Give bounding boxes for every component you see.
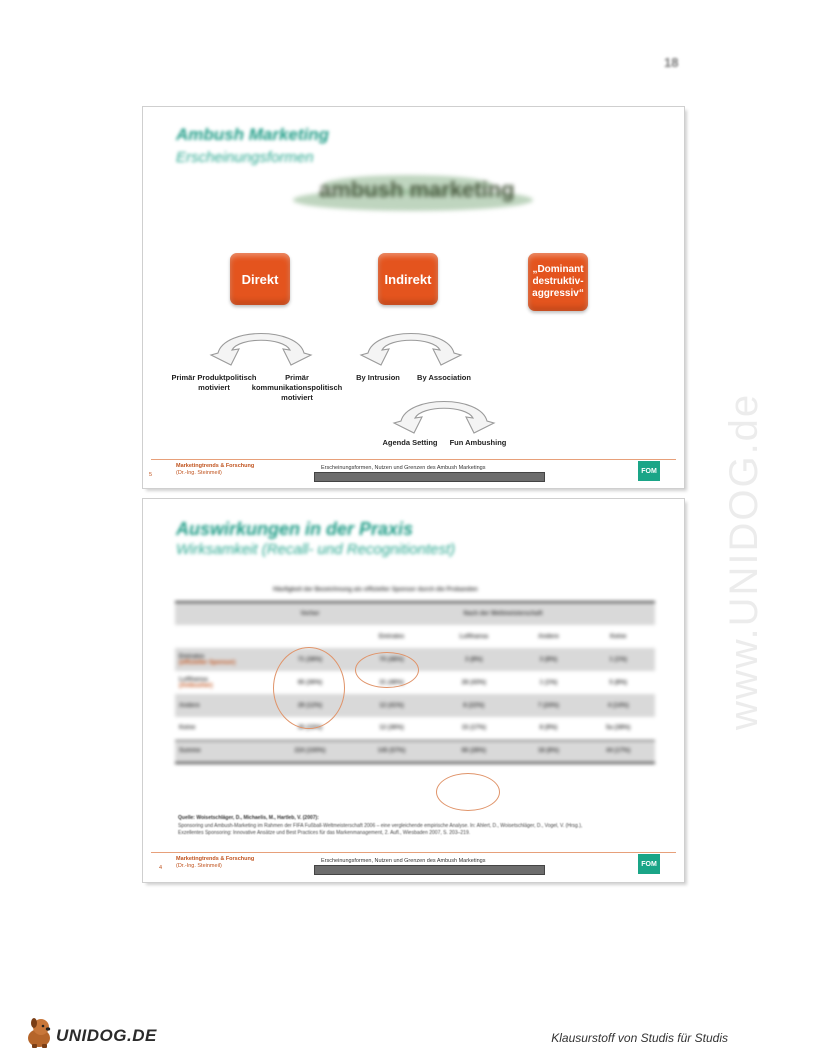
slide-auswirkungen: [143, 499, 684, 882]
label-primaer-kommunikationspolitisch: Primär kommunikationspolitisch motiviert: [251, 373, 343, 402]
slide-title: Ambush Marketing: [176, 125, 330, 144]
split-arrow-association: [388, 387, 500, 433]
tagline: Klausurstoff von Studis für Studis: [551, 1031, 728, 1045]
watermark: www.UNIDOG.de: [722, 392, 766, 730]
footer-slide-number: 5: [149, 472, 153, 478]
fom-logo: FOM: [638, 461, 660, 481]
col-group-nach-wm: Nach der Weltmeisterschaft: [351, 602, 655, 625]
label-primaer-produktpolitisch: Primär Produktpolitisch motiviert: [171, 373, 257, 392]
fom-logo: FOM: [638, 854, 660, 874]
highlight-ring-sum-lufthansa: [436, 773, 500, 811]
footer-bar: [314, 865, 545, 875]
table-row: Lufthansa (Ambusher) 65 (36%) 31 (48%) 28 (43%) 1 (1%) 5 (8%): [175, 671, 655, 694]
box-indirekt: Indirekt: [378, 253, 438, 305]
table-row: Emirates (offizieller Sponsor) 71 (38%) 70 (48%) 3 (8%) 3 (8%) 1 (1%): [175, 648, 655, 671]
box-direkt: Direkt: [230, 253, 290, 305]
source-citation: Quelle: Woisetschläger, D., Michaelis, M., Hartleb, V. (2007): Sponsoring und Ambush-Marketing im Rahmen der FIFA Fußball-Weltmeisterschaft 2006 – eine vergleichende empirische Analyse. In: Ahlert, D., Woisetschläger, D., Vogel, V. (Hrsg.), Exzellentes Sponsoring: Innovative Ansätze und Best Practices für das Markenmanagement, 2. Aufl., Wiesbaden 2007, S. 203–219.: [178, 815, 583, 836]
split-arrow-direkt: [205, 319, 317, 365]
label-by-association: By Association: [417, 373, 471, 382]
unidog-logo: UNIDOG.DE: [22, 1016, 152, 1050]
slide-subtitle: Wirksamkeit (Recall- und Recognitiontest): [176, 541, 456, 558]
footer-course: Marketingtrends & Forschung (Dr.-Ing. Steinmeil): [176, 463, 255, 476]
table-row-sum: Summe 224 (100%) 145 (57%) 66 (28%) 18 (8%) 44 (17%): [175, 740, 655, 763]
footer-divider: [151, 459, 676, 460]
table-row: Keine 30 (15%) 12 (36%) 15 (17%) 8 (9%) 5a (38%): [175, 717, 655, 740]
split-arrow-indirekt: [355, 319, 467, 365]
page-number: 18: [664, 55, 679, 70]
subcol: Lufthansa: [432, 625, 515, 648]
wordcloud-word: ambush marketing: [319, 177, 515, 202]
table-row: Andere 29 (12%) 12 (41%) 8 (22%) 7 (24%) 4 (14%): [175, 694, 655, 717]
dog-mascot-icon: [22, 1016, 56, 1050]
box-dominant-destruktiv: „Dominant destruktiv-aggressiv“: [528, 253, 588, 311]
slide-erscheinungsformen: [143, 107, 684, 488]
col-vorher: Vorher: [269, 602, 351, 625]
ambush-wordcloud-image: [293, 169, 533, 219]
footer-topic: Erscheinungsformen, Nutzen und Grenzen des Ambush Marketings: [321, 858, 486, 864]
footer-topic: Erscheinungsformen, Nutzen und Grenzen des Ambush Marketings: [321, 465, 486, 471]
footer-course: Marketingtrends & Forschung (Dr.-Ing. Steinmeil): [176, 856, 255, 869]
highlight-ring-vorher: [273, 647, 345, 729]
label-fun-ambushing: Fun Ambushing: [449, 438, 507, 447]
slide-subtitle: Erscheinungsformen: [176, 149, 314, 166]
slide-title: Auswirkungen in der Praxis: [176, 519, 414, 539]
table-super-header: Häufigkeit der Bezeichnung als offizieller Sponsor durch die Probanden: [269, 579, 655, 602]
label-by-intrusion: By Intrusion: [356, 373, 400, 382]
subcol: Keine: [581, 625, 655, 648]
highlight-ring-emirates: [355, 652, 419, 688]
subcol: Andere: [515, 625, 581, 648]
footer-divider: [151, 852, 676, 853]
label-agenda-setting: Agenda Setting: [382, 438, 438, 447]
footer-bar: [314, 472, 545, 482]
footer-slide-number: 4: [159, 865, 163, 871]
recall-table: [175, 579, 655, 809]
subcol: Emirates: [351, 625, 432, 648]
